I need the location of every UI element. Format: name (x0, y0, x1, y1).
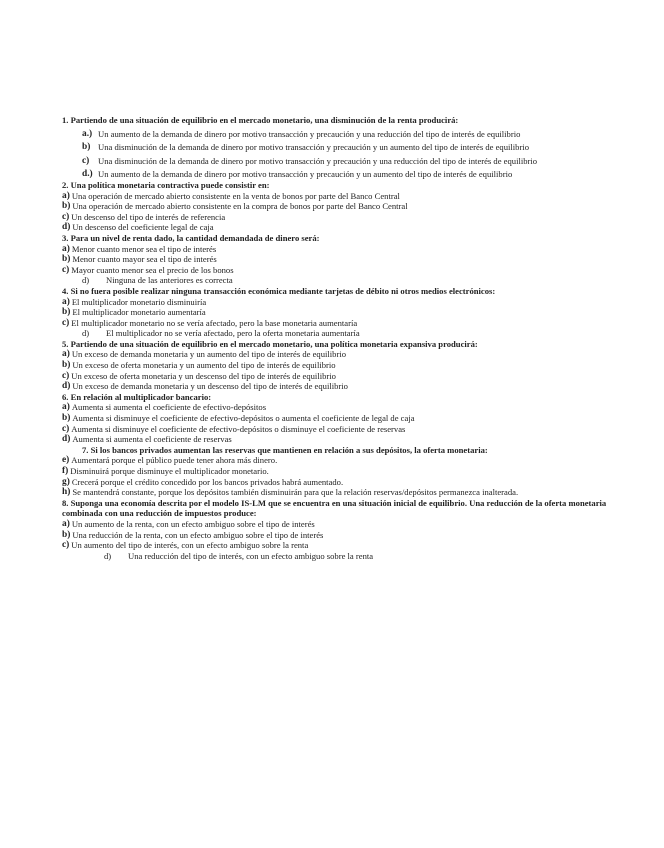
option-label: b) (62, 413, 71, 424)
question-5-title: 5. Partiendo de una situación de equilibrio en el mercado monetario, una política monetaria expansiva producirá: (62, 338, 478, 349)
option-label: d.) (82, 169, 93, 180)
question-7-option-f (62, 466, 607, 477)
option-text: Un exceso de demanda monetaria y un descenso del tipo de interés de equilibrio (72, 381, 348, 392)
option-text: El multiplicador monetario no se vería afectado, pero la base monetaria aumentaría (71, 317, 358, 328)
option-text: Mayor cuanto menor sea el precio de los bonos (71, 264, 234, 275)
option-text: Aumenta si disminuye el coeficiente de efectivo-depósitos o disminuye el coeficiente de reservas (71, 423, 406, 434)
question-5-option-c (62, 371, 607, 382)
question-3-option-d (62, 275, 607, 286)
option-text: Aumenta si aumenta el coeficiente de reservas (72, 434, 232, 445)
question-2-option-a (62, 191, 607, 202)
question-7-option-e (62, 455, 607, 466)
option-label: a) (62, 518, 70, 529)
option-label: a) (62, 402, 70, 413)
option-label: a) (62, 296, 70, 307)
question-4-option-a (62, 297, 607, 308)
option-label: a) (62, 243, 70, 254)
option-text: Un aumento del tipo de interés, con un efecto ambiguo sobre la renta (71, 540, 309, 551)
exam-questions (62, 115, 607, 561)
option-text: Un aumento de la demanda de dinero por motivo transacción y precaución y un aumento del tipo de interés de equilibrio (98, 169, 513, 180)
option-label: d) (62, 222, 71, 233)
option-label: g) (62, 476, 70, 487)
question-5-option-b (62, 360, 607, 371)
option-text: Un descenso del tipo de interés de referencia (71, 211, 226, 222)
question-4-option-c (62, 318, 607, 329)
question-1-option-b (62, 142, 607, 153)
question-2-option-d (62, 222, 607, 233)
question-8-title: 8. Suponga una economía descrita por el modelo IS-LM que se encuentra en una situación inicial de equilibrio. Una reducción de la oferta monetaria combinada con una reducción de impuestos produce: (62, 497, 607, 519)
option-text: Aumenta si aumenta el coeficiente de efectivo-depósitos (71, 402, 267, 413)
option-label: d) (104, 550, 112, 561)
question-7-option-g (62, 477, 607, 488)
option-label: a) (62, 349, 70, 360)
option-label: e) (62, 455, 70, 466)
option-label: c) (62, 264, 70, 275)
question-3-option-c (62, 265, 607, 276)
option-text: Ninguna de las anteriores es correcta (106, 275, 233, 286)
option-label: d) (62, 434, 71, 445)
question-1-title: 1. Partiendo de una situación de equilibrio en el mercado monetario, una disminución de la renta producirá: (62, 115, 459, 125)
option-text: Una reducción de la renta, con un efecto ambiguo sobre el tipo de interés (72, 529, 324, 540)
option-label: b) (62, 529, 71, 540)
question-3-option-a (62, 244, 607, 255)
option-text: El multiplicador no se vería afectado, pero la oferta monetaria aumentaría (106, 328, 360, 339)
question-2-option-c (62, 212, 607, 223)
option-text: Una reducción del tipo de interés, con un efecto ambiguo sobre la renta (128, 550, 374, 561)
option-text: Una disminución de la demanda de dinero por motivo transacción y precaución y un aumento del tipo de interés de equilibrio (98, 142, 529, 153)
question-3-title: 3. Para un nivel de renta dado, la cantidad demandada de dinero será: (62, 232, 320, 243)
option-text: Un exceso de oferta monetaria y un aumento del tipo de interés de equilibrio (72, 360, 336, 371)
question-2-title: 2. Una política monetaria contractiva puede consistir en: (62, 179, 270, 190)
option-label: a.) (82, 128, 93, 139)
option-text: Menor cuanto mayor sea el tipo de interés (72, 254, 217, 265)
question-1-option-d (62, 169, 607, 180)
option-label: b) (62, 201, 71, 212)
question-8-option-a (62, 519, 607, 530)
question-7-title: 7. Si los bancos privados aumentan las reservas que mantienen en relación a sus depósitos, la oferta monetaria: (82, 444, 488, 455)
option-label: b) (62, 360, 71, 371)
option-text: Disminuirá porque disminuye el multiplicador monetario. (70, 466, 269, 476)
option-label: b) (82, 142, 91, 153)
option-text: Un aumento de la demanda de dinero por motivo transacción y precaución y una reducción del tipo de interés de equilibrio (98, 128, 521, 139)
option-text: Un exceso de demanda monetaria y un aumento del tipo de interés de equilibrio (71, 349, 347, 360)
option-label: d) (62, 381, 71, 392)
option-text: El multiplicador monetario aumentaría (72, 307, 206, 318)
option-text: El multiplicador monetario disminuiría (71, 296, 207, 307)
option-text: Aumentará porque el público puede tener ahora más dinero. (71, 455, 278, 466)
option-text: Una operación de mercado abierto consistente en la compra de bonos por parte del Banco Central (72, 201, 408, 212)
option-text: Un aumento de la renta, con un efecto ambiguo sobre el tipo de interés (71, 518, 315, 529)
question-8-option-b (62, 530, 607, 541)
question-7-option-h (62, 487, 607, 498)
question-5-option-d (62, 381, 607, 392)
option-text: Un exceso de oferta monetaria y un descenso del tipo de interés de equilibrio (71, 370, 336, 381)
option-label: c) (62, 211, 70, 222)
option-text: Una disminución de la demanda de dinero por motivo transacción y precaución y una reducción del tipo de interés de equilibrio (98, 155, 538, 166)
option-label: c) (62, 423, 70, 434)
question-4-option-d (62, 328, 607, 339)
option-text: Aumenta si disminuye el coeficiente de efectivo-depósitos o aumenta el coeficiente de legal de caja (72, 413, 415, 424)
question-8-option-d (62, 551, 607, 562)
question-3-option-b (62, 254, 607, 265)
option-text: Un descenso del coeficiente legal de caja (72, 222, 214, 233)
option-label: a) (62, 190, 70, 201)
question-6-title: 6. En relación al multiplicador bancario: (62, 391, 212, 402)
option-label: c) (62, 317, 70, 328)
question-4-title: 4. Si no fuera posible realizar ninguna transacción económica mediante tarjetas de débito ni otros medios electrónicos: (62, 285, 496, 296)
option-label: c) (62, 540, 70, 551)
question-1-option-c (62, 156, 607, 167)
question-6-option-d (62, 434, 607, 445)
question-2-option-b (62, 201, 607, 212)
option-label: h) (62, 487, 71, 498)
option-label: b) (62, 254, 71, 265)
question-8-option-c (62, 540, 607, 551)
question-1-option-a (62, 129, 607, 140)
option-text: Una operación de mercado abierto consistente en la venta de bonos por parte del Banco Central (71, 190, 400, 201)
option-text: Menor cuanto menor sea el tipo de interés (71, 243, 217, 254)
option-label: b) (62, 307, 71, 318)
question-6-option-a (62, 402, 607, 413)
option-text: Crecerá porque el crédito concedido por los bancos privados habrá aumentado. (71, 476, 344, 487)
question-4-option-b (62, 307, 607, 318)
option-label: f) (62, 466, 69, 476)
question-6-option-c (62, 424, 607, 435)
question-6-option-b (62, 413, 607, 424)
option-label: c) (62, 370, 70, 381)
question-5-option-a (62, 349, 607, 360)
option-label: c) (82, 155, 90, 166)
option-label: d) (82, 275, 90, 286)
option-label: d) (82, 328, 90, 339)
option-text: Se mantendrá constante, porque los depósitos también disminuirán para que la relación reservas/depósitos permanezca inalterada. (72, 487, 519, 498)
